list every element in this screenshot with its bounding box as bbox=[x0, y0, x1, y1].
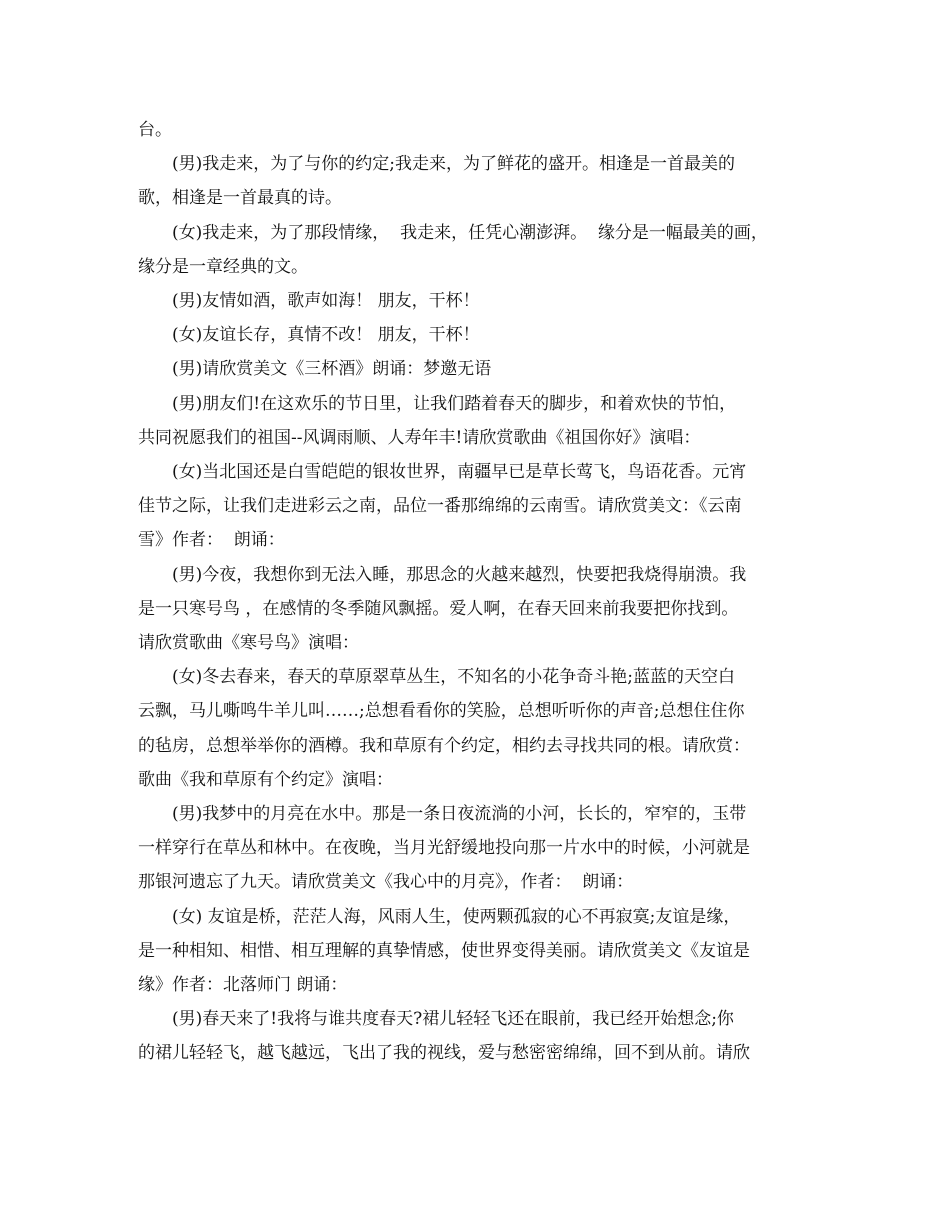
text-line: (女) 友谊是桥，茫茫人海，风雨人生，使两颗孤寂的心不再寂寞;友谊是缘， bbox=[172, 906, 741, 927]
text-line: (男)请欣赏美文《三杯酒》朗诵：梦邀无语 bbox=[172, 359, 492, 380]
text-line: (男)春天来了!我将与谁共度春天?裙儿轻轻飞还在眼前，我已经开始想念;你 bbox=[172, 1009, 734, 1030]
text-line: 缘分是一章经典的文。 bbox=[138, 256, 308, 277]
text-line: (女)我走来，为了那段情缘， 我走来，任凭心潮澎湃。 缘分是一幅最美的画， bbox=[172, 222, 768, 243]
text-line: 歌曲《我和草原有个约定》演唱： bbox=[138, 769, 393, 790]
text-line: (女)冬去春来，春天的草原翠草丛生，不知名的小花争奇斗艳;蓝蓝的天空白 bbox=[172, 667, 735, 688]
document-body bbox=[138, 113, 818, 1071]
text-line: 的毡房，总想举举你的酒樽。我和草原有个约定，相约去寻找共同的根。请欣赏： bbox=[138, 735, 750, 756]
text-line: (女)当北国还是白雪皑皑的银妆世界，南疆早已是草长莺飞，鸟语花香。元宵 bbox=[172, 462, 747, 483]
text-line: (女)友谊长存，真情不改！ 朋友，干杯！ bbox=[172, 325, 480, 346]
text-line: 一样穿行在草丛和林中。在夜晚，当月光舒缓地投向那一片水中的时候，小河就是 bbox=[138, 838, 750, 859]
text-line: 是一只寒号鸟 ，在感情的冬季随风飘摇。爱人啊，在春天回来前我要把你找到。 bbox=[138, 598, 739, 619]
text-line: 雪》作者： 朗诵： bbox=[138, 530, 285, 551]
text-line: (男)我梦中的月亮在水中。那是一条日夜流淌的小河，长长的，窄窄的，玉带 bbox=[172, 804, 747, 825]
text-line: 请欣赏歌曲《寒号鸟》演唱： bbox=[138, 633, 359, 654]
text-line: 缘》作者：北落师门 朗诵： bbox=[138, 975, 348, 996]
text-line: 歌，相逢是一首最真的诗。 bbox=[138, 188, 342, 209]
text-line: 台。 bbox=[138, 120, 172, 140]
text-line: (男)朋友们!在这欢乐的节日里，让我们踏着春天的脚步，和着欢快的节怕， bbox=[172, 393, 737, 414]
text-line: (男)友情如酒，歌声如海！ 朋友，干杯！ bbox=[172, 291, 480, 312]
text-line: 佳节之际，让我们走进彩云之南，品位一番那绵绵的云南雪。请欣赏美文：《云南 bbox=[138, 496, 742, 517]
text-line: 共同祝愿我们的祖国--风调雨顺、人寿年丰!请欣赏歌曲《祖国你好》演唱： bbox=[138, 427, 701, 448]
text-line: 那银河遗忘了九天。请欣赏美文《我心中的月亮》，作者： 朗诵： bbox=[138, 872, 634, 893]
text-line: (男)今夜，我想你到无法入睡，那思念的火越来越烈，快要把我烧得崩溃。我 bbox=[172, 564, 747, 585]
text-line: (男)我走来，为了与你的约定;我走来，为了鲜花的盛开。相逢是一首最美的 bbox=[172, 154, 735, 175]
text-line: 是一种相知、相惜、相互理解的真挚情感，使世界变得美丽。请欣赏美文《友谊是 bbox=[138, 940, 750, 961]
text-line: 的裙儿轻轻飞，越飞越远，飞出了我的视线，爱与愁密密绵绵，回不到从前。请欣 bbox=[138, 1043, 750, 1064]
text-line: 云飘，马儿嘶鸣牛羊儿叫……;总想看看你的笑脸，总想听听你的声音;总想住住你 bbox=[138, 701, 745, 722]
